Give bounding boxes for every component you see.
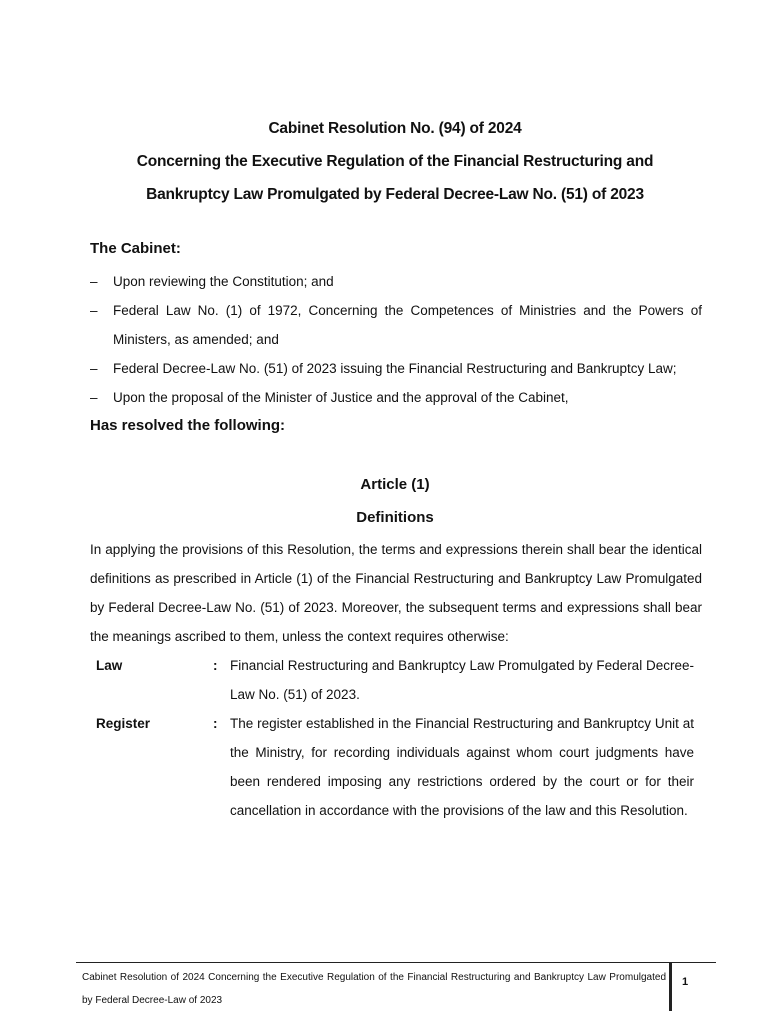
title-line-2: Concerning the Executive Regulation of the Financial Restructuring and bbox=[136, 153, 654, 170]
document-title bbox=[60, 112, 730, 211]
definition-term: Law bbox=[96, 658, 123, 673]
recital-item bbox=[90, 296, 702, 354]
recital-item bbox=[90, 354, 702, 383]
definition-colon: : bbox=[213, 658, 218, 673]
dash-bullet: – bbox=[90, 361, 98, 376]
article-heading: Definitions bbox=[356, 509, 434, 526]
definition-text: The register established in the Financial Restructuring and Bankruptcy Unit at the Ministry, for recording individuals against whom court judgments have been rendered imposing any restrictions ordered by the court or for their cancellation in accordance with the provisions of the law and this Resolution. bbox=[230, 716, 694, 818]
article-intro: In applying the provisions of this Resolution, the terms and expressions therein shall bear the identical definitions as prescribed in Article (1) of the Financial Restructuring and Bankruptcy Law Promulgated by Federal Decree-Law No. (51) of 2023. Moreover, the subsequent terms and expressions shall bear the meanings ascribed to them, unless the context requires otherwise: bbox=[90, 542, 702, 644]
recital-text: Federal Decree-Law No. (51) of 2023 issuing the Financial Restructuring and Bankruptcy Law; bbox=[113, 361, 677, 376]
definition-text: Financial Restructuring and Bankruptcy Law Promulgated by Federal Decree-Law No. (51) of 2023. bbox=[230, 658, 694, 702]
footer-text: Cabinet Resolution of 2024 Concerning the Executive Regulation of the Financial Restructuring and Bankruptcy Law Promulgated by Federal Decree-Law of 2023 bbox=[82, 972, 666, 1006]
recital-item bbox=[90, 267, 702, 296]
resolved-heading: Has resolved the following: bbox=[90, 417, 286, 434]
definitions-list bbox=[96, 651, 694, 825]
recital-item bbox=[90, 383, 702, 412]
dash-bullet: – bbox=[90, 274, 98, 289]
recitals-list bbox=[90, 267, 702, 412]
definition-colon: : bbox=[213, 716, 218, 731]
title-line-3: Bankruptcy Law Promulgated by Federal Decree-Law No. (51) of 2023 bbox=[146, 186, 644, 203]
recital-text: Federal Law No. (1) of 1972, Concerning the Competences of Ministries and the Powers of Ministers, as amended; and bbox=[113, 303, 702, 347]
dash-bullet: – bbox=[90, 303, 98, 318]
cabinet-heading: The Cabinet: bbox=[90, 240, 181, 257]
definition-term: Register bbox=[96, 716, 151, 731]
page-footer bbox=[76, 962, 716, 1011]
page-number: 1 bbox=[682, 976, 689, 988]
title-line-1: Cabinet Resolution No. (94) of 2024 bbox=[268, 120, 522, 137]
recital-text: Upon reviewing the Constitution; and bbox=[113, 274, 334, 289]
article-number: Article (1) bbox=[360, 476, 430, 493]
definition-row bbox=[96, 709, 694, 825]
dash-bullet: – bbox=[90, 390, 98, 405]
definition-row bbox=[96, 651, 694, 709]
footer-divider bbox=[669, 963, 672, 1011]
recital-text: Upon the proposal of the Minister of Justice and the approval of the Cabinet, bbox=[113, 390, 569, 405]
